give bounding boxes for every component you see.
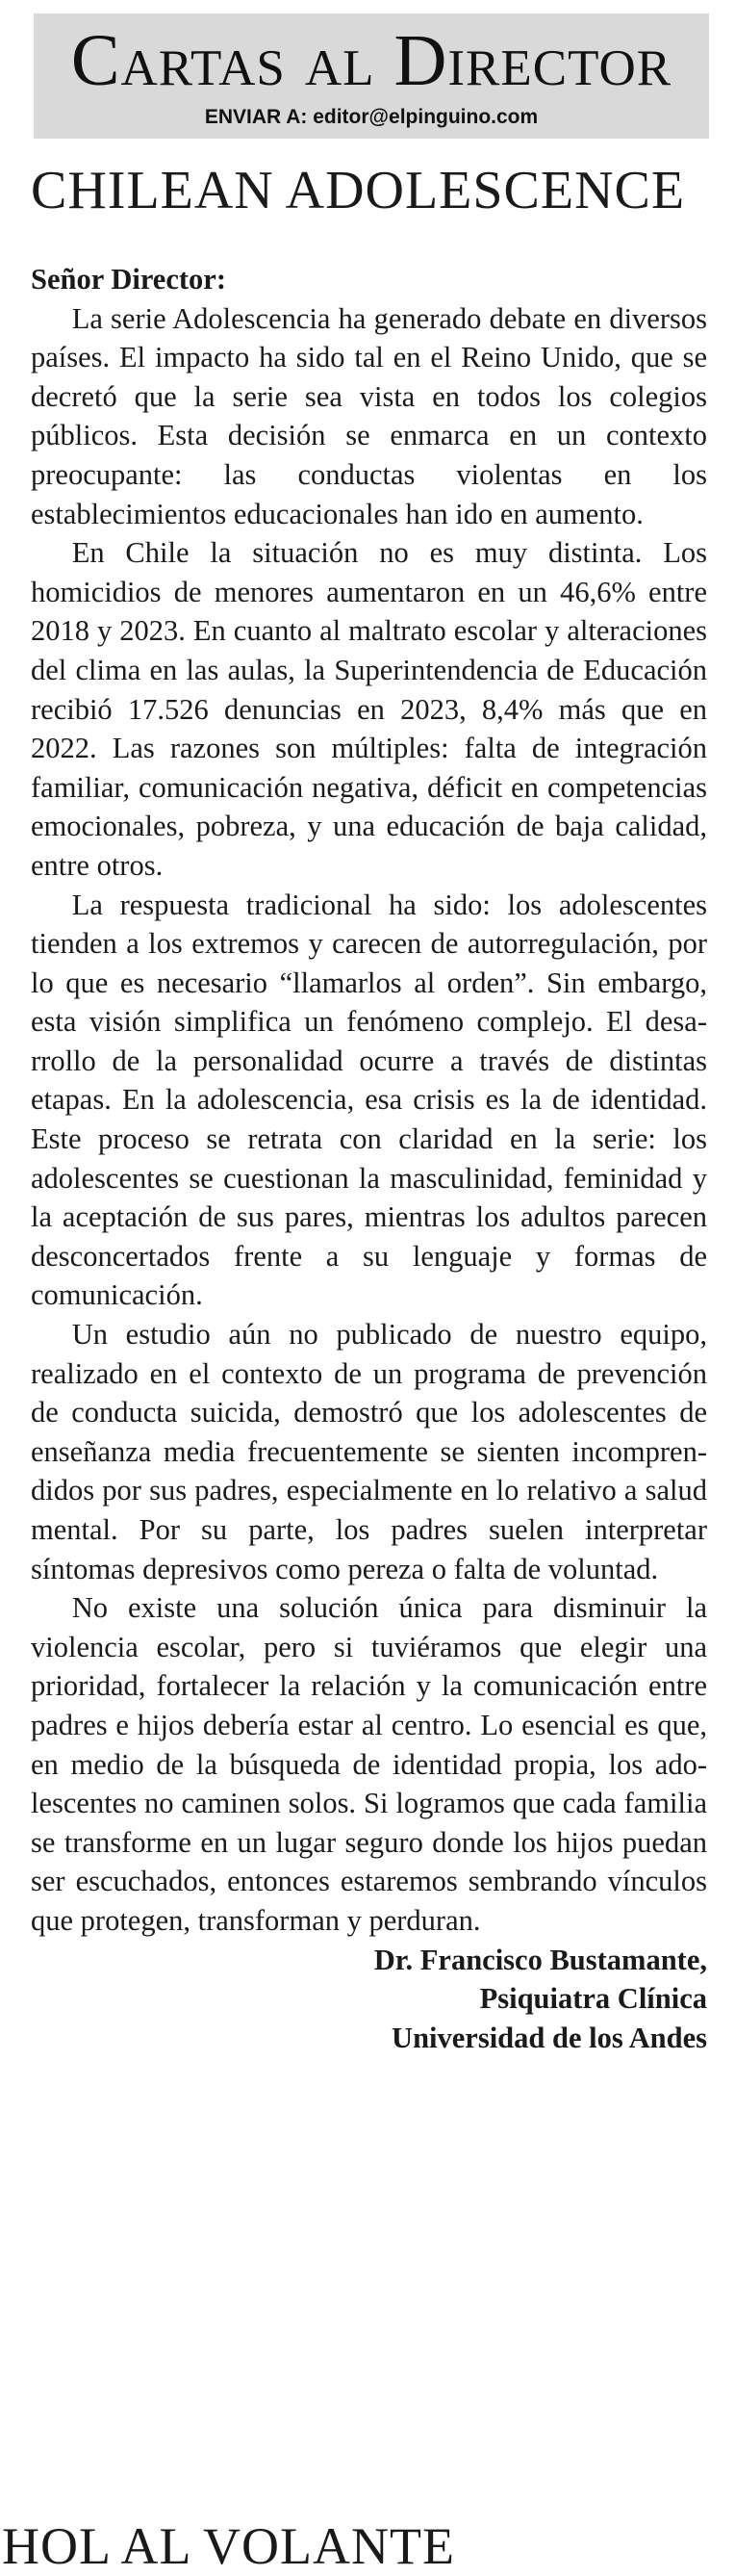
section-title: Cartas al Director [70,20,672,101]
letter-paragraph: No existe una solución única para disminuir la violencia escolar, pero si tuviéramos que elegir una prioridad, fortalecer la relación y la comunicación entre padres e hijos debería estar al centro. Lo esencial es que, en medio de la búsqueda de identidad propia, los adolescentes no caminen solos. Si logramos que cada familia se transforme en un lugar seguro donde los hijos puedan ser escuchados, entonces estaremos sembrando vínculos que protegen, transforman y perduran. [31,1591,707,1937]
section-header [34,13,709,139]
signature-role: Psiquiatra Clínica [479,1982,707,2016]
letter-body [31,260,707,2057]
signature-name: Dr. Francisco Bustamante, [373,1943,707,1976]
signature-institution: Universidad de los Andes [392,2021,707,2054]
letter-headline: CHILEAN ADOLESCENCE [31,161,686,220]
letter-paragraph: La serie Adolescencia ha generado debate en diversos países. El impacto ha sido tal en el Reino Unido, que se decretó que la serie sea vista en todos los colegios públicos. Esta decisión se enmarca en un contexto preocupante: las conductas violentas en los establecimientos educacionales han ido en aumento. [31,301,707,530]
letter-paragraph: En Chile la situación no es muy distinta. Los homicidios de menores aumentaron en un 46,6% entre 2018 y 2023. En cuanto al maltrato escolar y alteraciones del clima en las aulas, la Superintendencia de Educación recibió 17.526 denuncias en 2023, 8,4% más que en 2022. Las razones son múltiples: falta de integración familiar, comunicación negativa, déficit en competencias emocionales, pobreza, y una educación de baja calidad, entre otros. [31,536,707,882]
letter-paragraph: Un estudio aún no publicado de nuestro equipo, realizado en el contexto de un programa de prevención de conducta suicida, demostró que los adolescentes de enseñanza media frecuentemente se sienten incomprendidos por sus padres, especialmente en lo relativo a salud mental. Por su parte, los padres suelen interpretar síntomas depresivos como pereza o falta de voluntad. [31,1318,707,1585]
next-article-headline: HOL AL VOLANTE [2,2517,455,2575]
letter-salutation: Señor Director: [31,263,226,296]
letter-paragraph: La respuesta tradicional ha sido: los adolescentes tienden a los extremos y carecen de autorregulación, por lo que es necesario “llamarlos al orden”. Sin embargo, esta visión simplifica un fenómeno complejo. El desarrollo de la personalidad ocurre a través de distintas etapas. En la adolescencia, esa crisis es la de identidad. Este proceso se retrata con claridad en la serie: los adolescentes se cuestionan la masculinidad, feminidad y la aceptación de sus pares, mientras los adultos parecen desconcertados frente a su lenguaje y formas de comunicación. [31,888,707,1312]
submission-email-line: ENVIAR A: editor@elpinguino.com [204,106,539,128]
